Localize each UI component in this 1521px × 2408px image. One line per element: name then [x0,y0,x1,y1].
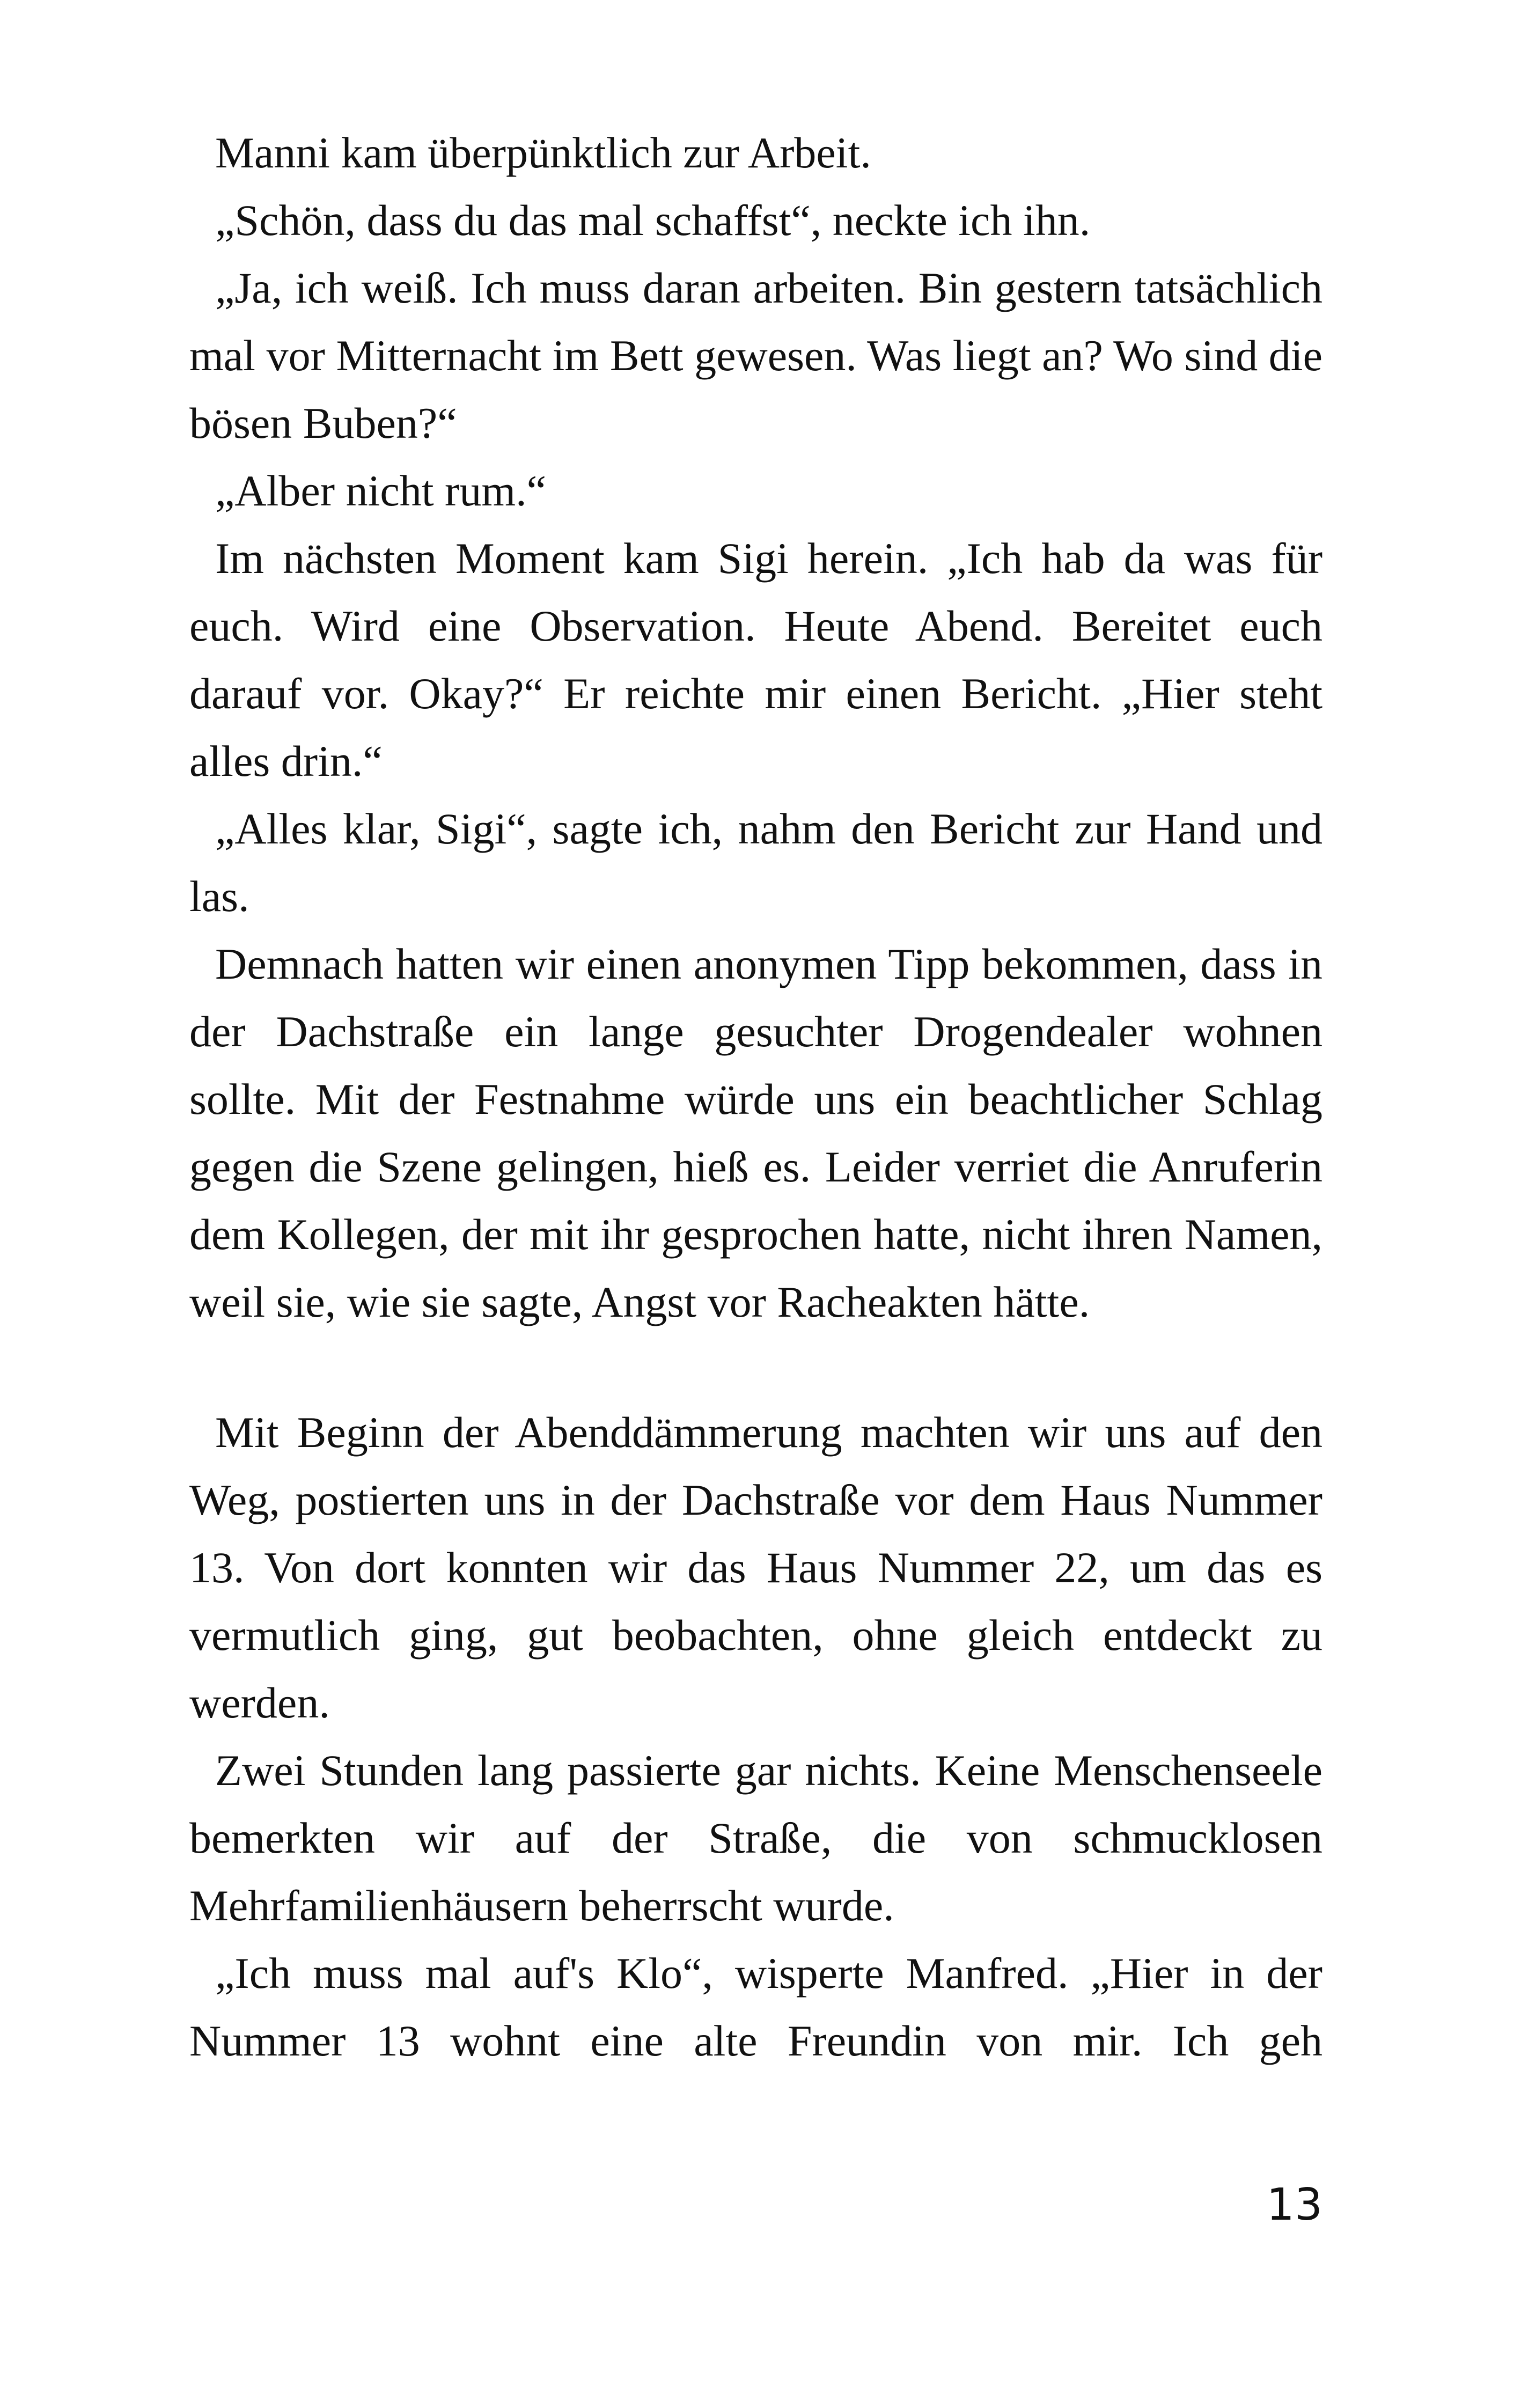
paragraph-10: „Ich muss mal auf's Klo“, wisperte Manfred. „Hier in der Nummer 13 wohnt eine alte Freundin von mir. Ich geh [189,1949,1322,2065]
paragraph-1: Manni kam überpünktlich zur Arbeit. [215,128,871,177]
paragraph-7: Demnach hatten wir einen anonymen Tipp bekommen, dass in der Dachstraße ein lange gesuchter Drogendealer wohnen sollte. Mit der Festnahme würde uns ein beachtlicher Schlag gegen die Szene gelingen, hieß es. Leider verriet die Anruferin dem Kollegen, der mit ihr gesprochen hatte, nicht ihren Namen, weil sie, wie sie sagte, Angst vor Racheakten hätte. [189,939,1322,1326]
paragraph-8: Mit Beginn der Abenddämmerung machten wir uns auf den Weg, postierten uns in der Dachstraße vor dem Haus Nummer 13. Von dort konnten wir das Haus Nummer 22, um das es vermutlich ging, gut beobachten, ohne gleich entdeckt zu werden. [189,1408,1322,1727]
paragraph-6: „Alles klar, Sigi“, sagte ich, nahm den Bericht zur Hand und las. [189,804,1322,921]
page-number: 13 [1266,2179,1322,2230]
paragraph-9: Zwei Stunden lang passierte gar nichts. Keine Menschenseele bemerkten wir auf der Straße, die von schmucklosen Mehrfamilienhäusern beherrscht wurde. [189,1746,1322,1930]
book-page-text [189,119,1322,2075]
paragraph-2: „Schön, dass du das mal schaffst“, neckte ich ihn. [215,196,1091,245]
paragraph-3: „Ja, ich weiß. Ich muss daran arbeiten. Bin gestern tatsächlich mal vor Mitternacht im Bett gewesen. Was liegt an? Wo sind die bösen Buben?“ [189,263,1322,447]
paragraph-5: Im nächsten Moment kam Sigi herein. „Ich hab da was für euch. Wird eine Observation. Heute Abend. Bereitet euch darauf vor. Okay?“ Er reichte mir einen Bericht. „Hier steht alles drin.“ [189,534,1322,785]
paragraph-4: „Alber nicht rum.“ [215,466,547,515]
section-break [189,1336,1322,1399]
